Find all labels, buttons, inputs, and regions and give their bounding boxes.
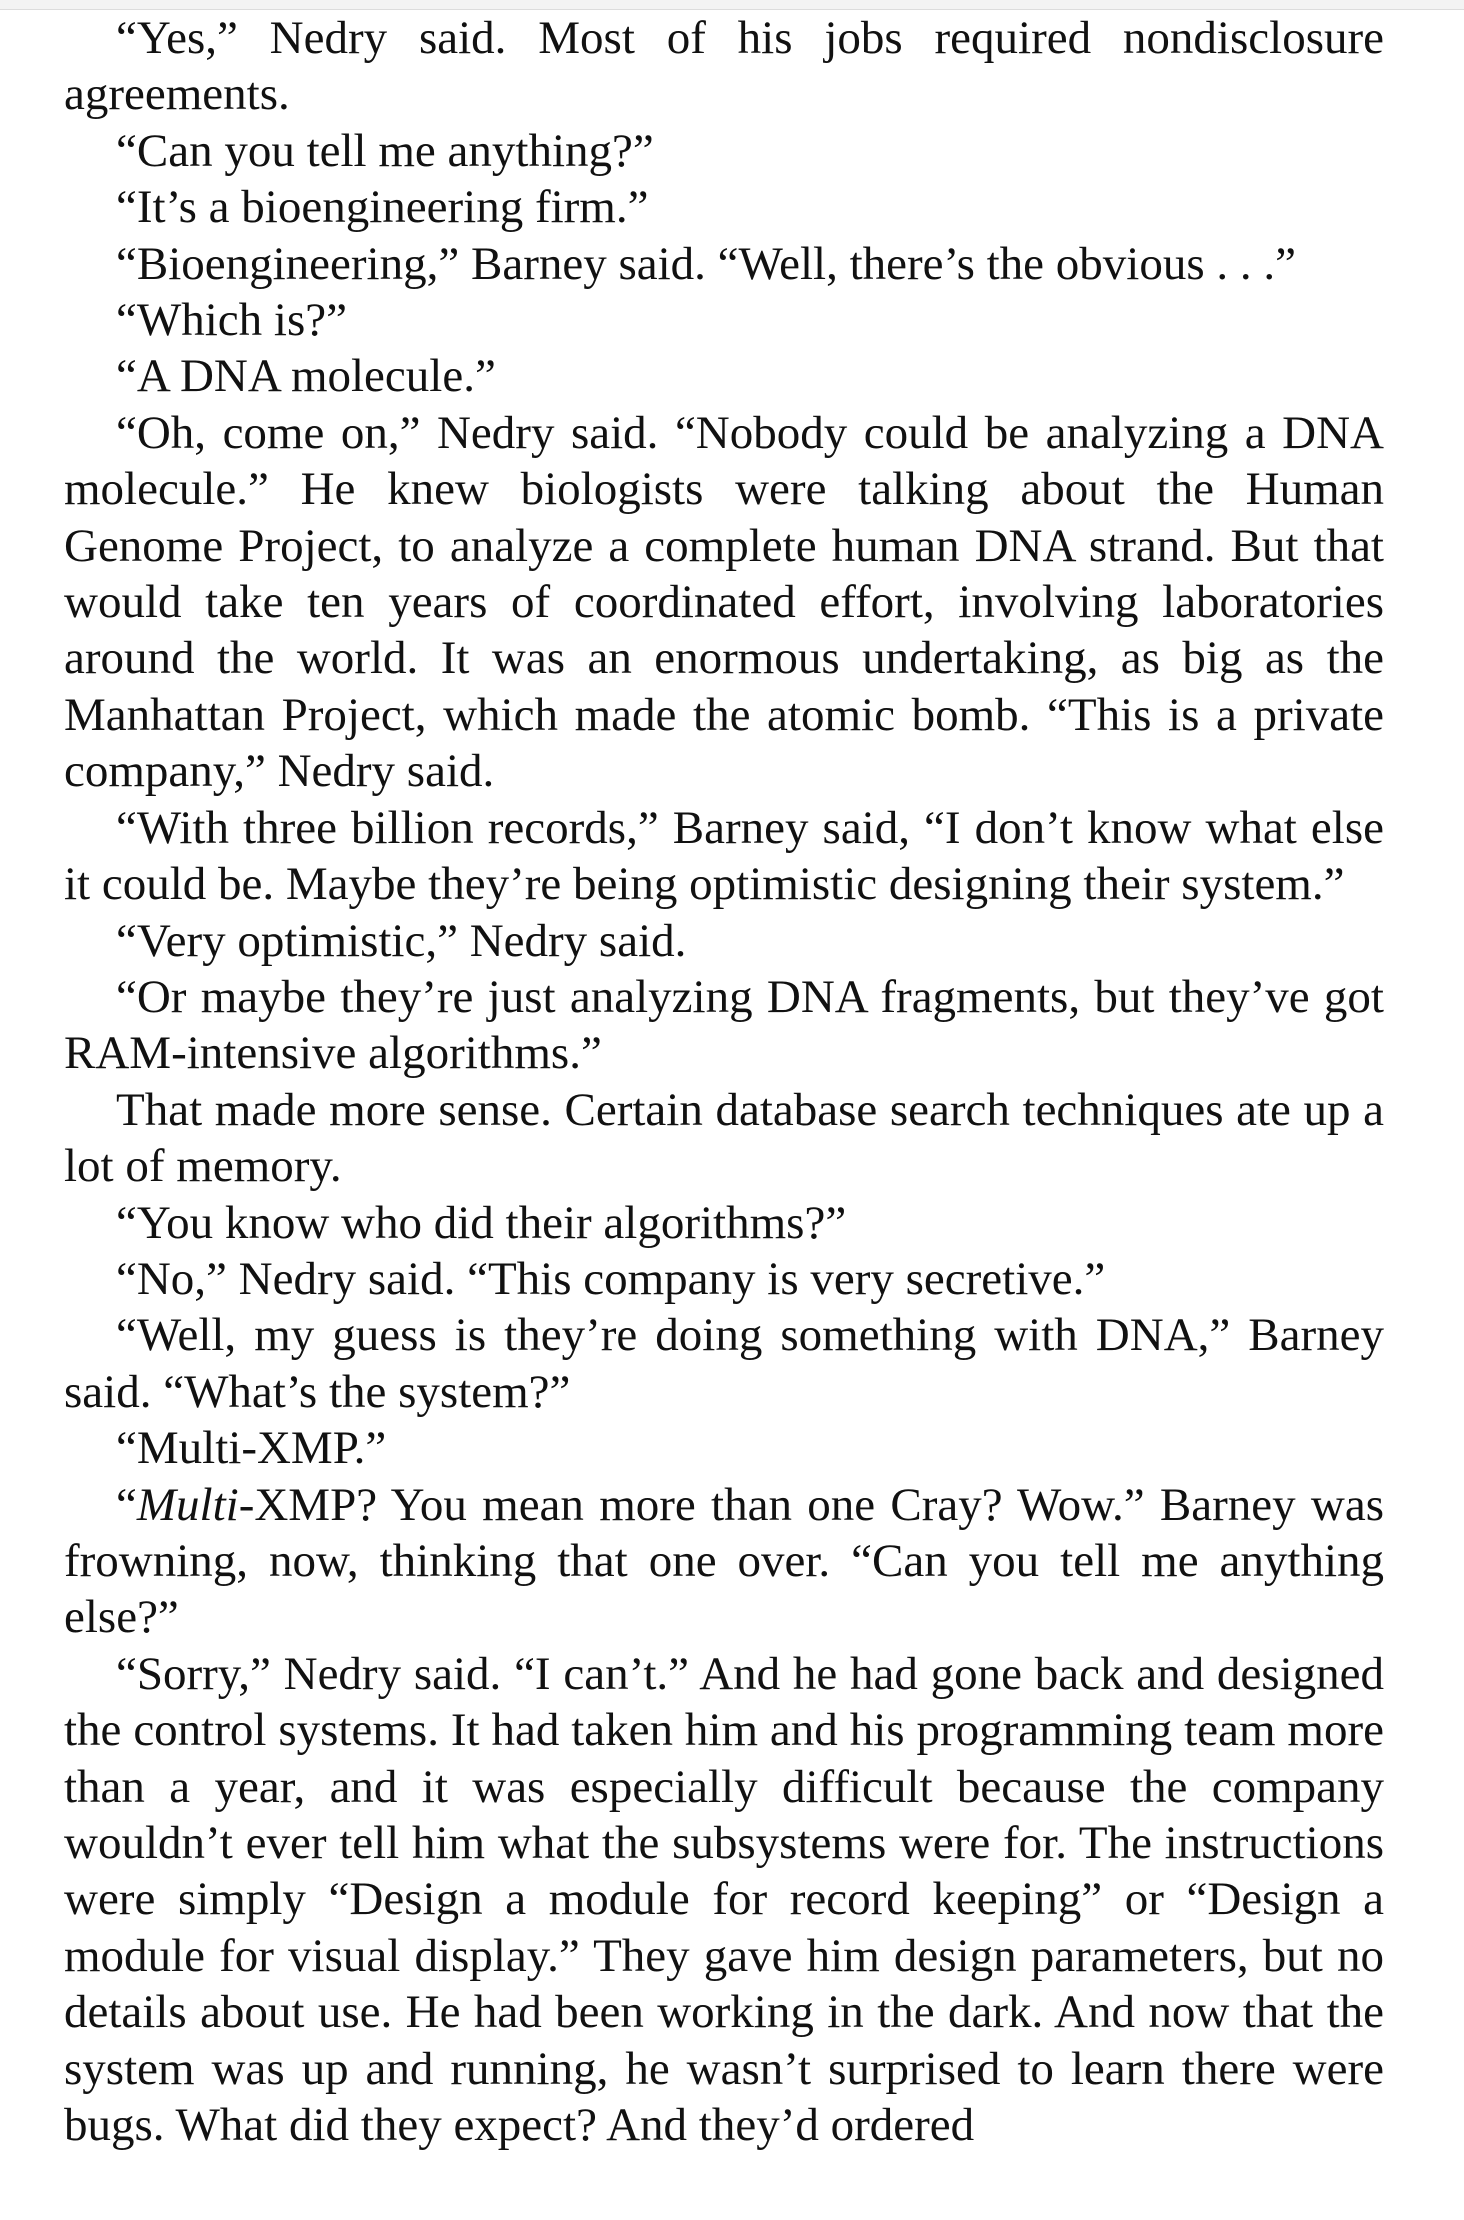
paragraph: “No,” Nedry said. “This company is very secretive.” xyxy=(116,1252,1106,1305)
paragraph: “With three billion records,” Barney said, “I don’t know what else it could be. Maybe they’re being optimistic designing their system.” xyxy=(64,801,1384,911)
book-page-text xyxy=(64,10,1384,2153)
page-top-edge xyxy=(0,0,1464,10)
paragraph: “Can you tell me anything?” xyxy=(116,124,654,177)
paragraph: That made more sense. Certain database search techniques ate up a lot of memory. xyxy=(64,1083,1384,1193)
paragraph: “You know who did their algorithms?” xyxy=(116,1196,847,1249)
open-quote: “ xyxy=(116,1478,137,1531)
paragraph: “Bioengineering,” Barney said. “Well, there’s the obvious . . .” xyxy=(116,237,1297,290)
paragraph: “A DNA molecule.” xyxy=(116,350,496,403)
paragraph-multi-xmp xyxy=(64,1477,1384,1646)
paragraph: “Oh, come on,” Nedry said. “Nobody could be analyzing a DNA molecule.” He knew biologists were talking about the Human Genome Project, to analyze a complete human DNA strand. But that would take ten years of coordinated effort, involving laboratories around the world. It was an enormous undertaking, as big as the Manhattan Project, which made the atomic bomb. “This is a private company,” Nedry said. xyxy=(64,406,1384,798)
paragraph: “Multi-XMP.” xyxy=(116,1422,387,1475)
paragraph-final: “Sorry,” Nedry said. “I can’t.” And he had gone back and designed the control systems. It had taken him and his programming team more than a year, and it was especially difficult because the company wouldn’t ever tell him what the subsystems were for. The instructions were simply “Design a module for record keeping” or “Design a module for visual display.” They gave him design parameters, but no details about use. He had been working in the dark. And now that the system was up and running, he wasn’t surprised to learn there were bugs. What did they expect? And they’d ordered xyxy=(64,1647,1384,2152)
italic-multi: Multi xyxy=(136,1478,239,1531)
paragraph: “Well, my guess is they’re doing something with DNA,” Barney said. “What’s the system?” xyxy=(64,1309,1384,1418)
paragraph: “Very optimistic,” Nedry said. xyxy=(116,914,687,967)
paragraph: “Yes,” Nedry said. Most of his jobs required nondisclosure agreements. xyxy=(64,12,1384,121)
paragraph: “It’s a bioengineering firm.” xyxy=(116,181,649,234)
paragraph: “Or maybe they’re just analyzing DNA fragments, but they’ve got RAM-intensive algorithms.” xyxy=(64,970,1384,1080)
paragraph-rest: -XMP? You mean more than one Cray? Wow.” Barney was frowning, now, thinking that one over. “Can you tell me anything else?” xyxy=(64,1478,1384,1644)
paragraph: “Which is?” xyxy=(116,294,347,347)
